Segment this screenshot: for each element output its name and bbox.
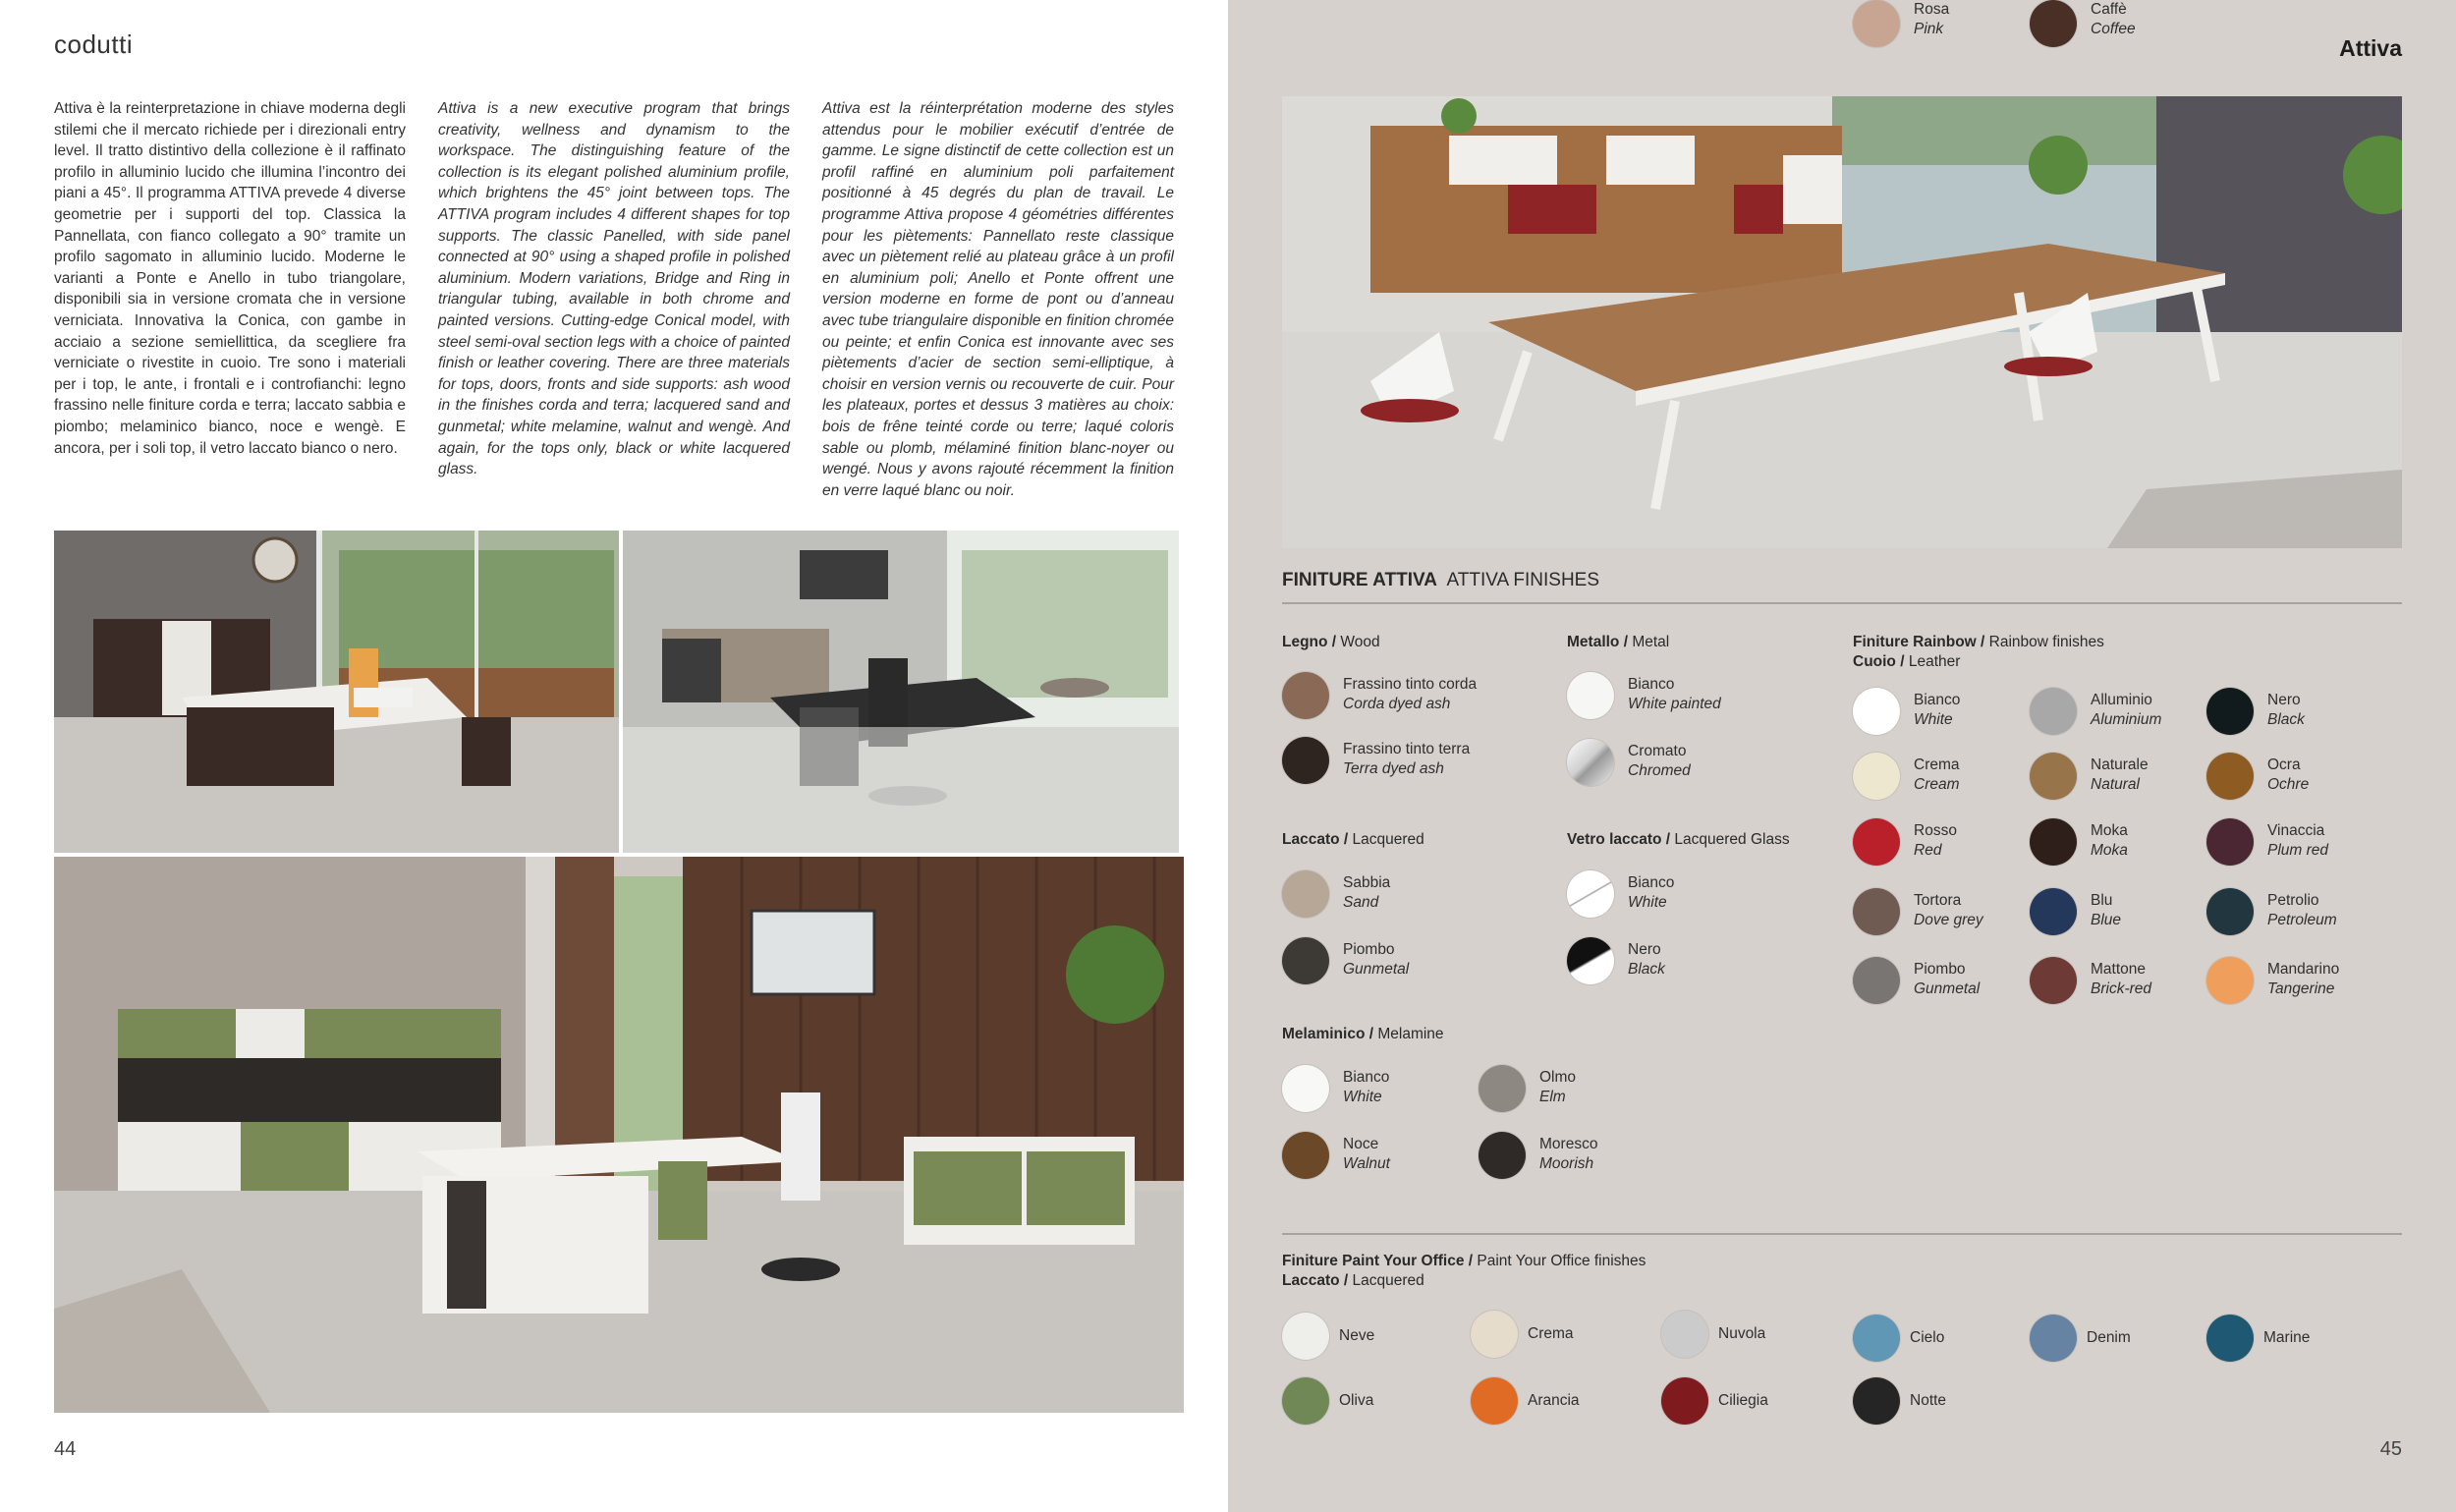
swatch-metal-cromato: [1567, 739, 1614, 786]
swatch-label-rainbow-moka: [2091, 821, 2128, 861]
text-english: Attiva is a new executive program that brings creativity, wellness and dynamism to the workspace. The distinguishing feature of the collection is its elegant polished aluminium profile, which brightens the 45° joint between tops. The ATTIVA program includes 4 different shapes for top supports. The classic Panelled, with side panel connected at 90° using a shaped profile in polished aluminium. Modern variations, Bridge and Ring in triangular tubing, available in both chrome and painted versions. Cutting-edge Conical model, with steel semi-oval section legs with a choice of painted finish or leather covering. There are three materials for tops, doors, fronts and side supports: ash wood in the finishes corda and terra; lacquered sand and gunmetal; white melamine, walnut and wengè. And again, for the tops only, black or white lacquered glass.: [438, 100, 790, 478]
section-divider-bottom: [1282, 1233, 2402, 1235]
swatch-paint-cielo: [1853, 1315, 1900, 1362]
swatch-rainbow-rosa: [1853, 0, 1900, 47]
swatch-label-rainbow-rosso: [1914, 821, 1957, 861]
swatch-name-it: Piombo: [1343, 941, 1395, 958]
swatch-name-en: Walnut: [1343, 1155, 1390, 1172]
swatch-label-rainbow-caff: [2091, 0, 2136, 39]
swatch-rainbow-ocra: [2206, 753, 2254, 800]
finishes-section-title: [1282, 570, 1599, 591]
swatch-name-en: Black: [2267, 711, 2305, 728]
paint-title-it: Finiture Paint Your Office /: [1282, 1253, 1474, 1269]
group-metal-title: [1567, 633, 1669, 652]
swatch-name-en: Black: [1628, 961, 1665, 978]
swatch-name-en: Brick-red: [2091, 980, 2152, 997]
swatch-label-glass-nero: [1628, 940, 1665, 980]
swatch-label-melamine-moresco: [1539, 1135, 1597, 1174]
swatch-rainbow-mattone: [2030, 957, 2077, 1004]
photo-office-grey: [623, 531, 1179, 853]
swatch-label-paint-denim: Denim: [2087, 1329, 2131, 1346]
section-divider-top: [1282, 602, 2402, 604]
swatch-glass-nero: [1567, 937, 1614, 984]
swatch-name-it: Caffè: [2091, 1, 2127, 18]
swatch-name-it: Olmo: [1539, 1069, 1577, 1086]
swatch-label-rainbow-ocra: [2267, 756, 2309, 795]
swatch-name-en: Moka: [2091, 842, 2128, 859]
rainbow-subtitle-en: Leather: [1908, 653, 1961, 670]
swatch-name-en: White: [1343, 1089, 1382, 1105]
swatch-label-paint-neve: Neve: [1339, 1327, 1375, 1344]
swatch-label-rainbow-tortora: [1914, 891, 1983, 930]
swatch-name-it: Nero: [1628, 941, 1661, 958]
rainbow-title-it: Finiture Rainbow /: [1853, 634, 1985, 650]
swatch-name-en: Blue: [2091, 912, 2122, 928]
swatch-paint-marine: [2206, 1315, 2254, 1362]
swatch-name-en: Dove grey: [1914, 912, 1983, 928]
group-paint-title: [1282, 1252, 1646, 1291]
swatch-rainbow-mandarino: [2206, 957, 2254, 1004]
swatch-name-en: Petroleum: [2267, 912, 2337, 928]
swatch-label-rainbow-bianco: [1914, 691, 1960, 730]
swatch-name-en: White painted: [1628, 696, 1721, 712]
swatch-label-lacquered-piombo: [1343, 940, 1409, 980]
swatch-label-melamine-bianco: [1343, 1068, 1389, 1107]
swatch-name-it: Cromato: [1628, 743, 1687, 759]
swatch-label-rainbow-mattone: [2091, 960, 2151, 999]
swatch-name-it: Nero: [2267, 692, 2301, 708]
wood-title-en: Wood: [1340, 634, 1380, 650]
wood-title-it: Legno /: [1282, 634, 1337, 650]
melamine-title-en: Melamine: [1377, 1026, 1444, 1042]
swatch-paint-oliva: [1282, 1377, 1329, 1425]
swatch-glass-bianco: [1567, 870, 1614, 918]
page-number-right: 45: [2379, 1438, 2402, 1460]
swatch-rainbow-vinaccia: [2206, 818, 2254, 866]
swatch-name-it: Vinaccia: [2267, 822, 2325, 839]
photo-conference-room: [1282, 96, 2402, 548]
swatch-name-en: Coffee: [2091, 21, 2136, 37]
lacquered-title-en: Lacquered: [1352, 831, 1424, 848]
swatch-rainbow-piombo: [1853, 957, 1900, 1004]
swatch-paint-nuvola: [1661, 1311, 1708, 1358]
swatch-label-paint-arancia: Arancia: [1528, 1392, 1580, 1409]
swatch-name-it: Bianco: [1628, 874, 1675, 891]
swatch-rainbow-naturale: [2030, 753, 2077, 800]
text-italian: Attiva è la reinterpretazione in chiave moderna degli stilemi che il mercato richiede per i direzionali entry level. Il tratto distintivo della collezione è il raffinato profilo in alluminio lucido che illumina l’incontro dei piani a 45°. Il programma ATTIVA prevede 4 diverse geometrie per i supporti del top. Classica la Pannellata, con fianco collegato a 90° tramite un profilo sagomato in alluminio lucido. Moderne le varianti a Ponte e Anello in tubo triangolare, disponibili sia in versione cromata che in versione verniciata. Innovativa la Conica, con gambe in acciaio a sezione semiellittica, da scegliere fra verniciate o rivestite in cuoio. Tre sono i materiali per i top, le ante, i frontali e i controfianchi: legno frassino nelle finiture corda e terra; laccato sabbia e piombo; melaminico bianco, noce e wengè. E ancora, per i soli top, il vetro laccato bianco o nero.: [54, 100, 406, 457]
swatch-rainbow-petrolio: [2206, 888, 2254, 935]
swatch-name-it: Frassino tinto terra: [1343, 741, 1471, 757]
swatch-label-rainbow-nero: [2267, 691, 2305, 730]
swatch-name-en: Sand: [1343, 894, 1379, 911]
swatch-rainbow-nero: [2206, 688, 2254, 735]
paint-subtitle-it: Laccato /: [1282, 1272, 1349, 1289]
swatch-label-paint-oliva: Oliva: [1339, 1392, 1374, 1409]
photo-office-green: [54, 857, 1184, 1413]
swatch-name-it: Blu: [2091, 892, 2113, 909]
swatch-label-paint-ciliegia: Ciliegia: [1718, 1392, 1768, 1409]
swatch-rainbow-moka: [2030, 818, 2077, 866]
swatch-name-en: Gunmetal: [1914, 980, 1981, 997]
swatch-name-it: Frassino tinto corda: [1343, 676, 1478, 693]
swatch-rainbow-rosso: [1853, 818, 1900, 866]
swatch-name-it: Mandarino: [2267, 961, 2340, 978]
swatch-name-en: Moorish: [1539, 1155, 1594, 1172]
glass-title-en: Lacquered Glass: [1674, 831, 1790, 848]
swatch-name-en: Gunmetal: [1343, 961, 1410, 978]
swatch-rainbow-tortora: [1853, 888, 1900, 935]
page-title: Attiva: [2339, 35, 2402, 61]
metal-title-it: Metallo /: [1567, 634, 1629, 650]
swatch-label-melamine-olmo: [1539, 1068, 1576, 1107]
swatch-label-paint-marine: Marine: [2263, 1329, 2311, 1346]
swatch-name-it: Noce: [1343, 1136, 1379, 1152]
brand-logo: codutti: [54, 29, 134, 59]
melamine-title-it: Melaminico /: [1282, 1026, 1374, 1042]
swatch-rainbow-crema: [1853, 753, 1900, 800]
swatch-name-en: Elm: [1539, 1089, 1566, 1105]
swatch-name-en: Corda dyed ash: [1343, 696, 1451, 712]
swatch-label-rainbow-rosa: [1914, 0, 1949, 39]
paint-title-en: Paint Your Office finishes: [1477, 1253, 1647, 1269]
finishes-title-it: FINITURE ATTIVA: [1282, 570, 1437, 590]
swatch-name-en: Natural: [2091, 776, 2140, 793]
swatch-label-rainbow-vinaccia: [2267, 821, 2328, 861]
swatch-name-it: Bianco: [1628, 676, 1675, 693]
swatch-label-lacquered-sabbia: [1343, 873, 1390, 913]
swatch-lacquered-sabbia: [1282, 870, 1329, 918]
swatch-name-en: Cream: [1914, 776, 1960, 793]
swatch-paint-denim: [2030, 1315, 2077, 1362]
swatch-label-rainbow-naturale: [2091, 756, 2149, 795]
swatch-metal-bianco: [1567, 672, 1614, 719]
swatch-name-en: Red: [1914, 842, 1942, 859]
swatch-paint-notte: [1853, 1377, 1900, 1425]
swatch-name-it: Naturale: [2091, 756, 2149, 773]
swatch-wood-frassino-tinto-corda: [1282, 672, 1329, 719]
metal-title-en: Metal: [1632, 634, 1670, 650]
swatch-paint-arancia: [1471, 1377, 1518, 1425]
swatch-name-en: Pink: [1914, 21, 1944, 37]
swatch-lacquered-piombo: [1282, 937, 1329, 984]
page-number-left: 44: [54, 1438, 77, 1460]
swatch-label-rainbow-piombo: [1914, 960, 1980, 999]
rainbow-title-en: Rainbow finishes: [1988, 634, 2104, 650]
swatch-name-it: Moka: [2091, 822, 2128, 839]
swatch-paint-crema: [1471, 1311, 1518, 1358]
swatch-name-it: Bianco: [1343, 1069, 1390, 1086]
swatch-name-it: Moresco: [1539, 1136, 1598, 1152]
photo-office-dark-wood: [54, 531, 619, 853]
swatch-melamine-bianco: [1282, 1065, 1329, 1112]
swatch-label-paint-nuvola: Nuvola: [1718, 1325, 1766, 1342]
swatch-name-it: Rosso: [1914, 822, 1957, 839]
swatch-name-it: Tortora: [1914, 892, 1962, 909]
swatch-rainbow-blu: [2030, 888, 2077, 935]
swatch-label-rainbow-blu: [2091, 891, 2121, 930]
swatch-paint-neve: [1282, 1313, 1329, 1360]
swatch-name-en: Tangerine: [2267, 980, 2335, 997]
swatch-label-rainbow-alluminio: [2091, 691, 2161, 730]
swatch-name-en: White: [1628, 894, 1667, 911]
swatch-label-melamine-noce: [1343, 1135, 1390, 1174]
group-wood-title: [1282, 633, 1380, 652]
swatch-name-en: Ochre: [2267, 776, 2310, 793]
glass-title-it: Vetro laccato /: [1567, 831, 1671, 848]
swatch-rainbow-alluminio: [2030, 688, 2077, 735]
swatch-paint-ciliegia: [1661, 1377, 1708, 1425]
swatch-name-it: Crema: [1914, 756, 1960, 773]
swatch-rainbow-bianco: [1853, 688, 1900, 735]
swatch-melamine-moresco: [1479, 1132, 1526, 1179]
swatch-melamine-olmo: [1479, 1065, 1526, 1112]
swatch-rainbow-caff: [2030, 0, 2077, 47]
group-lacquered-title: [1282, 830, 1424, 850]
swatch-label-paint-cielo: Cielo: [1910, 1329, 1945, 1346]
swatch-name-it: Sabbia: [1343, 874, 1391, 891]
swatch-label-paint-notte: Notte: [1910, 1392, 1947, 1409]
rainbow-subtitle-it: Cuoio /: [1853, 653, 1905, 670]
swatch-name-it: Alluminio: [2091, 692, 2152, 708]
group-rainbow-title: [1853, 633, 2104, 672]
swatch-label-wood-frassino-tinto-corda: [1343, 675, 1477, 714]
group-glass-title: [1567, 830, 1790, 850]
swatch-name-it: Ocra: [2267, 756, 2301, 773]
text-french: Attiva est la réinterprétation moderne des styles attendus pour le mobilier exécutif d’entrée de gamme. Le signe distinctif de cette collection est un profil raffiné en aluminium poli parfaitement positionné à 45 degrés du plan de travail. Le programme Attiva propose 4 géométries différentes pour les piètements: Pannellato reste classique avec un piètement relié au plateau grâce à un profil en aluminium poli; Anello et Ponte offrent une version moderne en forme de pont ou d’anneau avec tube triangulaire disponible en finition chromée ou peinte; et enfin Conica est innovante avec ses piètements d’acier de section semi-elliptique, à choisir en version vernis ou recouverte de cuir. Pour les plateaux, portes et dessus 3 matières au choix: bois de frêne teinté corde ou terre; laqué coloris sable ou plomb, mélaminé finition blanc-noyer ou wengé. Nous y avons rajouté récemment la finition en verre laqué blanc ou noir.: [822, 100, 1174, 499]
swatch-wood-frassino-tinto-terra: [1282, 737, 1329, 784]
swatch-label-metal-bianco: [1628, 675, 1721, 714]
swatch-label-rainbow-crema: [1914, 756, 1960, 795]
swatch-name-it: Rosa: [1914, 1, 1950, 18]
swatch-name-en: Chromed: [1628, 762, 1691, 779]
group-melamine-title: [1282, 1025, 1444, 1044]
right-page: [1228, 0, 2456, 1512]
swatch-label-paint-crema: Crema: [1528, 1325, 1574, 1342]
swatch-label-rainbow-mandarino: [2267, 960, 2339, 999]
swatch-name-en: Plum red: [2267, 842, 2329, 859]
swatch-label-wood-frassino-tinto-terra: [1343, 740, 1470, 779]
swatch-label-rainbow-petrolio: [2267, 891, 2337, 930]
swatch-name-en: Terra dyed ash: [1343, 760, 1444, 777]
lacquered-title-it: Laccato /: [1282, 831, 1349, 848]
finishes-title-en: ATTIVA FINISHES: [1446, 570, 1600, 590]
swatch-label-glass-bianco: [1628, 873, 1674, 913]
paint-subtitle-en: Lacquered: [1352, 1272, 1424, 1289]
swatch-name-en: White: [1914, 711, 1953, 728]
swatch-label-metal-cromato: [1628, 742, 1691, 781]
swatch-name-it: Mattone: [2091, 961, 2147, 978]
swatch-name-it: Bianco: [1914, 692, 1961, 708]
swatch-name-it: Piombo: [1914, 961, 1966, 978]
swatch-name-it: Petrolio: [2267, 892, 2319, 909]
swatch-melamine-noce: [1282, 1132, 1329, 1179]
swatch-name-en: Aluminium: [2091, 711, 2162, 728]
